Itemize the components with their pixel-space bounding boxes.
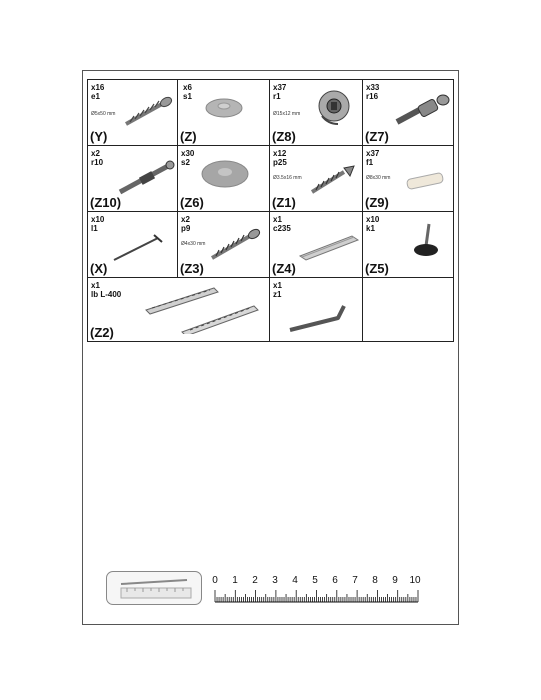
part-code: s1 — [183, 92, 192, 101]
part-cell-x — [88, 212, 178, 278]
part-label: (Z4) — [272, 261, 296, 276]
part-code: l1 — [91, 224, 98, 233]
ruler-number: 3 — [272, 575, 278, 586]
part-qty: x1 — [273, 215, 282, 224]
part-label: (X) — [90, 261, 108, 276]
empty-cell — [363, 278, 454, 342]
cam-lock-icon — [314, 88, 354, 128]
part-cell-z1-key — [270, 278, 363, 342]
part-code: r16 — [366, 92, 379, 101]
part-cell-z5 — [363, 212, 454, 278]
part-cell-z2 — [88, 278, 270, 342]
part-dimension: Ø15x12 mm — [273, 111, 301, 117]
screw-icon — [208, 226, 264, 262]
part-qty: x2 — [91, 149, 100, 158]
part-qty: x1 — [91, 281, 100, 290]
ruler-number: 10 — [409, 575, 421, 586]
part-cell-z7 — [363, 80, 454, 146]
part-code: e1 — [91, 92, 100, 101]
part-qty: x10 — [366, 215, 380, 224]
part-code: p25 — [273, 158, 287, 167]
part-label: (Z7) — [365, 129, 389, 144]
part-code: r1 — [273, 92, 281, 101]
screw-icon — [122, 94, 176, 128]
part-code: s2 — [181, 158, 190, 167]
cap-icon — [204, 94, 244, 124]
part-dimension: Ø4x30 mm — [181, 241, 206, 247]
part-qty: x1 — [273, 281, 282, 290]
ruler-number: 5 — [312, 575, 318, 586]
part-cell-z10 — [88, 146, 178, 212]
part-dimension: Ø3.5x16 mm — [273, 175, 302, 181]
nail-icon — [110, 232, 164, 262]
part-qty: x33 — [366, 83, 380, 92]
part-code: c235 — [273, 224, 291, 233]
part-label: (Z8) — [272, 129, 296, 144]
part-qty: x30 — [181, 149, 195, 158]
part-dimension: Ø8x30 mm — [366, 175, 391, 181]
part-cell-z8 — [270, 80, 363, 146]
part-label: (Z5) — [365, 261, 389, 276]
part-label: (Z1) — [272, 195, 296, 210]
scale-reference-card — [106, 571, 202, 605]
ruler-numbers — [210, 575, 430, 589]
part-code: p9 — [181, 224, 191, 233]
leveling-foot-icon — [409, 220, 443, 260]
part-cell-z6 — [178, 146, 270, 212]
allen-key-icon — [284, 298, 354, 334]
part-code: z1 — [273, 290, 282, 299]
part-cell-y — [88, 80, 178, 146]
parts-grid — [87, 79, 454, 342]
ruler-scale — [212, 588, 434, 604]
part-label: (Z) — [180, 129, 197, 144]
part-dimension: Ø5x50 mm — [91, 111, 116, 117]
ruler-number: 9 — [392, 575, 398, 586]
part-qty: x37 — [273, 83, 287, 92]
screw-icon — [308, 162, 358, 196]
part-label: (Y) — [90, 129, 108, 144]
ruler-number: 4 — [292, 575, 298, 586]
part-code: f1 — [366, 158, 374, 167]
ruler-number: 0 — [212, 575, 218, 586]
ruler-number: 7 — [352, 575, 358, 586]
part-qty: x12 — [273, 149, 287, 158]
part-label: (Z6) — [180, 195, 204, 210]
part-code: lb L-400 — [91, 290, 122, 299]
part-code: r10 — [91, 158, 104, 167]
part-cell-z9 — [363, 146, 454, 212]
dowel-icon — [403, 172, 449, 192]
part-qty: x6 — [183, 83, 192, 92]
part-qty: x16 — [91, 83, 105, 92]
drawer-slide-icon — [142, 284, 262, 334]
cam-bolt-icon — [393, 92, 451, 128]
part-label: (Z2) — [90, 325, 114, 340]
part-label: (Z10) — [90, 195, 122, 210]
connector-bolt-icon — [116, 160, 176, 196]
part-cell-z3 — [178, 212, 270, 278]
part-code: k1 — [366, 224, 375, 233]
ruler-number: 6 — [332, 575, 338, 586]
ruler-number: 1 — [232, 575, 238, 586]
screw-on-ruler-icon — [107, 572, 201, 604]
ruler-number: 8 — [372, 575, 378, 586]
profile-bar-icon — [296, 232, 360, 262]
ruler-number: 2 — [252, 575, 258, 586]
part-cell-z4 — [270, 212, 363, 278]
part-qty: x2 — [181, 215, 190, 224]
part-cell-z — [178, 80, 270, 146]
part-cell-z1 — [270, 146, 363, 212]
large-cap-icon — [200, 156, 250, 192]
part-label: (Z3) — [180, 261, 204, 276]
part-qty: x37 — [366, 149, 380, 158]
part-label: (Z9) — [365, 195, 389, 210]
part-qty: x10 — [91, 215, 105, 224]
